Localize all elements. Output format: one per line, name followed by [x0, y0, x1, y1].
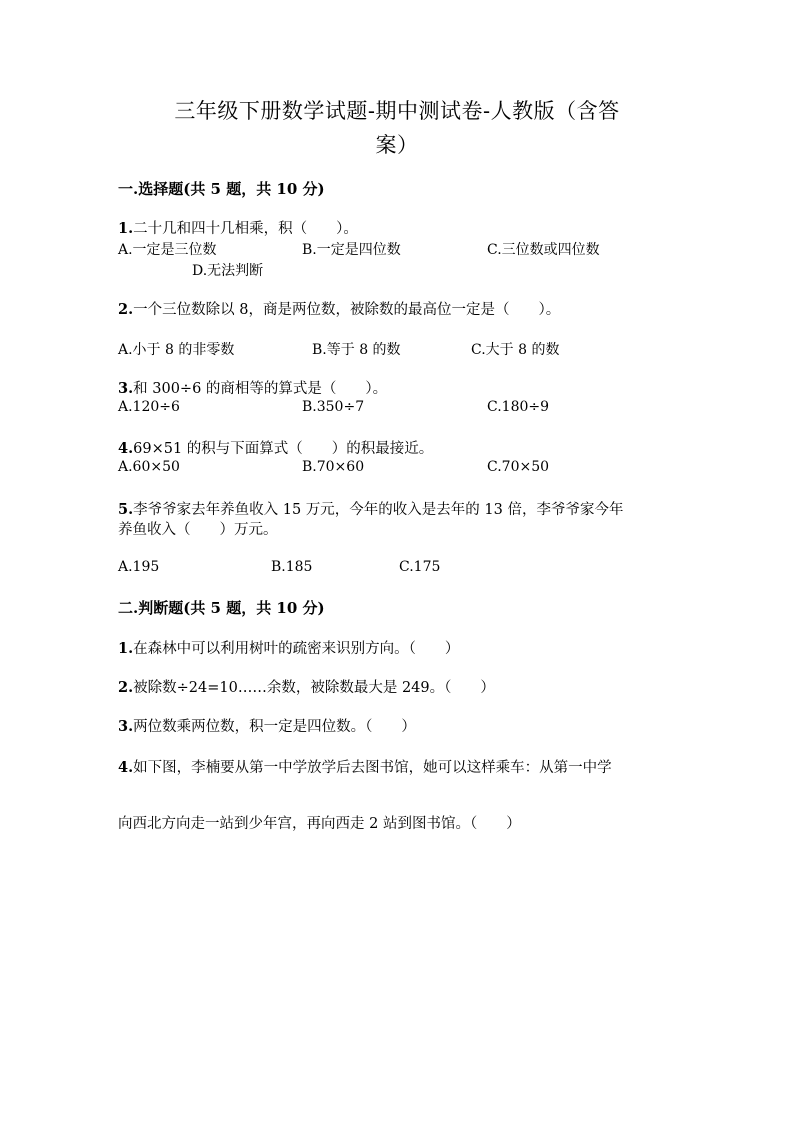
question-5 — [118, 498, 623, 519]
question-number: 1. — [118, 220, 134, 237]
question-1 — [118, 217, 358, 238]
question-number: 2. — [118, 679, 134, 696]
judgement-3 — [118, 715, 416, 736]
option-c: C.180÷9 — [487, 399, 550, 415]
section-heading-choice: 一.选择题(共 5 题，共 10 分) — [118, 180, 325, 198]
question-number: 5. — [118, 501, 134, 518]
question-text: 69×51 的积与下面算式（ ）的积最接近。 — [133, 441, 434, 457]
question-text: 李爷爷家去年养鱼收入 15 万元，今年的收入是去年的 13 倍，李爷爷家今年 — [133, 502, 624, 518]
option-b: B.等于 8 的数 — [312, 342, 401, 358]
question-number: 4. — [118, 440, 134, 457]
question-3 — [118, 377, 387, 398]
section-heading-judgement: 二.判断题(共 5 题，共 10 分) — [118, 599, 325, 617]
option-b: B.一定是四位数 — [302, 242, 401, 258]
question-text: 和 300÷6 的商相等的算式是（ ）。 — [133, 381, 388, 397]
option-d: D.无法判断 — [192, 263, 264, 279]
question-text: 如下图，李楠要从第一中学放学后去图书馆，她可以这样乘车：从第一中学 — [133, 760, 612, 776]
option-a: A.195 — [118, 559, 160, 575]
page-title-continued: 案） — [375, 133, 419, 157]
question-text: 二十几和四十几相乘，积（ ）。 — [133, 221, 358, 237]
question-text: 在森林中可以利用树叶的疏密来识别方向。（ ） — [133, 641, 460, 657]
option-a: A.小于 8 的非零数 — [118, 342, 235, 358]
question-number: 4. — [118, 759, 134, 776]
question-text: 一个三位数除以 8，商是两位数，被除数的最高位一定是（ ）。 — [133, 302, 561, 318]
question-4 — [118, 437, 433, 458]
option-b: B.185 — [271, 559, 313, 575]
judgement-4-continued: 向西北方向走一站到少年宫，再向西走 2 站到图书馆。（ ） — [118, 816, 521, 832]
option-c: C.三位数或四位数 — [487, 242, 600, 258]
option-b: B.70×60 — [302, 459, 365, 475]
judgement-1 — [118, 637, 459, 658]
question-2 — [118, 298, 560, 319]
question-number: 3. — [118, 718, 134, 735]
judgement-2 — [118, 676, 495, 697]
page-title: 三年级下册数学试题-期中测试卷-人教版（含答 — [174, 99, 620, 123]
question-number: 3. — [118, 380, 134, 397]
option-c: C.70×50 — [487, 459, 550, 475]
question-text: 两位数乘两位数，积一定是四位数。（ ） — [133, 719, 416, 735]
option-c: C.175 — [399, 559, 441, 575]
option-a: A.60×50 — [118, 459, 180, 475]
question-text: 被除数÷24=10……余数，被除数最大是 249。（ ） — [133, 680, 495, 696]
judgement-4 — [118, 756, 612, 777]
question-number: 2. — [118, 301, 134, 318]
option-a: A.一定是三位数 — [118, 242, 217, 258]
option-a: A.120÷6 — [118, 399, 180, 415]
question-5-continued: 养鱼收入（ ）万元。 — [118, 522, 278, 538]
option-c: C.大于 8 的数 — [471, 342, 560, 358]
question-number: 1. — [118, 640, 134, 657]
option-b: B.350÷7 — [302, 399, 365, 415]
